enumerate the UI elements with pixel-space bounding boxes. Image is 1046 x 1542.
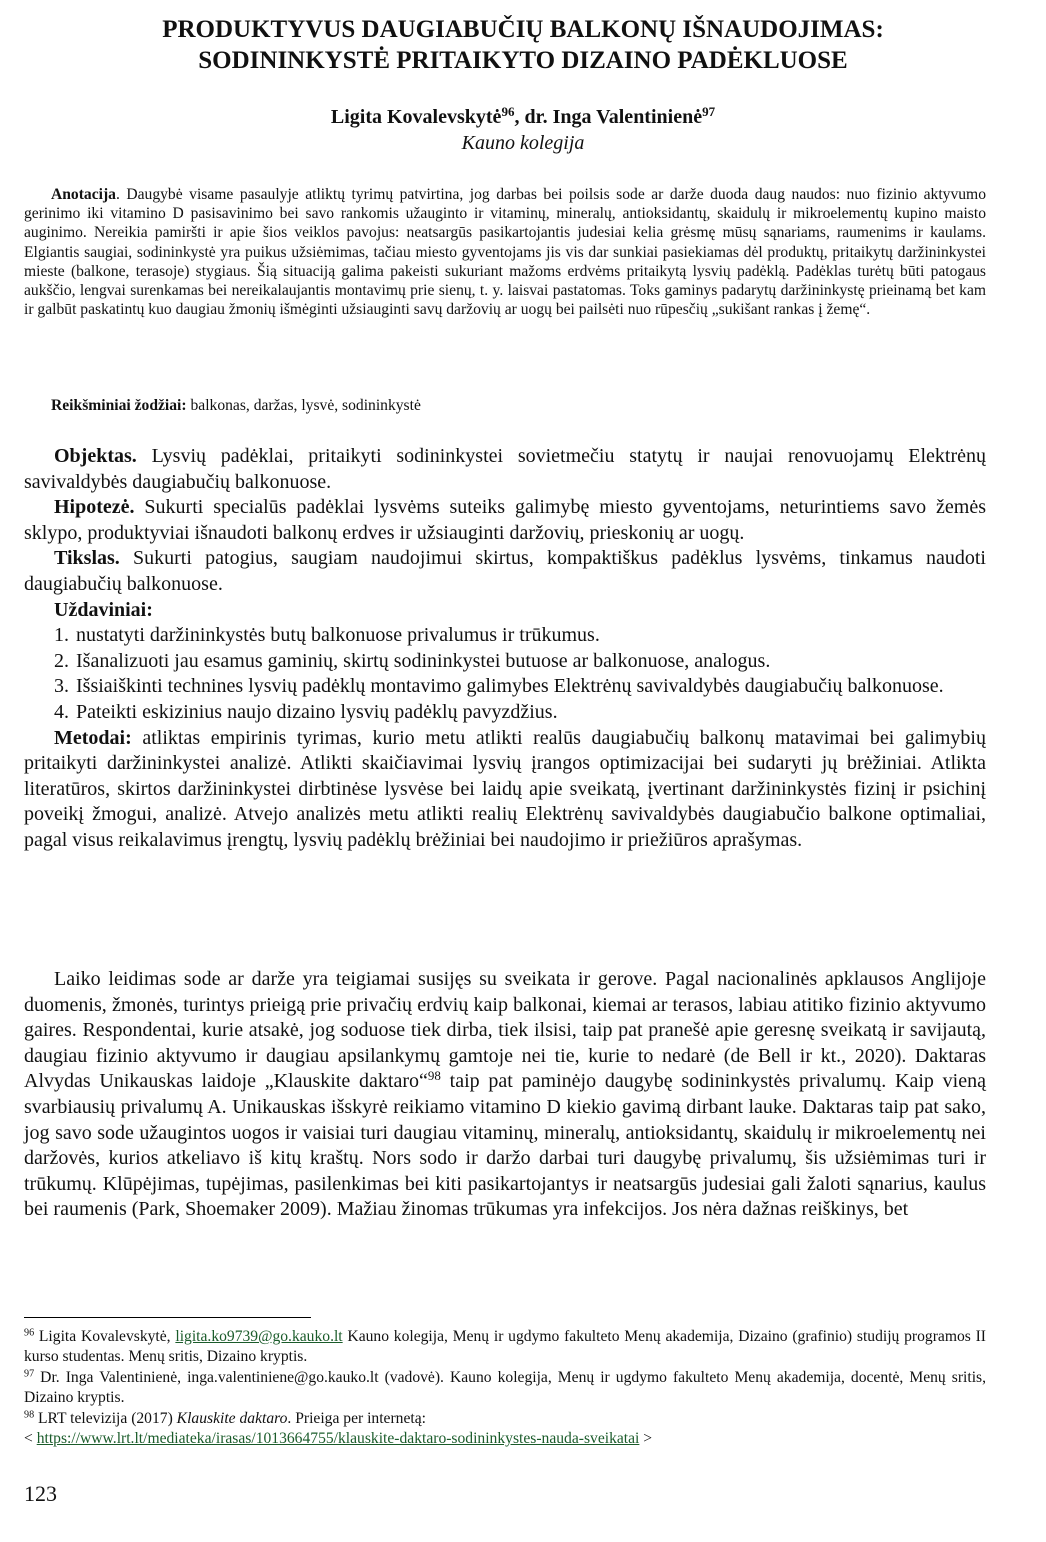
affiliation: Kauno kolegija [461, 132, 585, 154]
footnote-text: Dr. Inga Valentinienė, inga.valentiniene@go.kauko.lt (vadovė). Kauno kolegija, Menų ir ugdymo fakulteto Menų akademija, docentė, Menų sritis, Dizaino kryptis. [24, 1368, 986, 1407]
footnote-separator [24, 1317, 311, 1318]
object-paragraph [24, 444, 986, 495]
keywords-text: balkonas, daržas, lysvė, sodininkystė [186, 397, 421, 414]
footnote-number: 96 [24, 1327, 35, 1339]
methods-paragraph [24, 726, 986, 854]
object-text: Lysvių padėklai, pritaikyti sodininkystei sovietmečiu statytų ir naujai renovuojamų Elektrėnų savivaldybės daugiabučių balkonuose. [24, 445, 986, 493]
methods-text: atliktas empirinis tyrimas, kurio metu atlikti realūs daugiabučių balkonų matavimai bei galimybių pritaikyti daržininkystei analizė. Atlikti skaičiavimai lysvių įrangos optimizacijai bei sudaryti jų brėžiniai. Atlikta literatūros, skirtos daržininkystei dirbtinėse lysvėse bei laidų apie sveikatą, įvertinant daržininkystės fizinį ir psichinį poveikį žmogui, analizė. Atvejo analizės metu atlikti realių Elektrėnų savivaldybės daugiabučio balkone optimaliai, pagal visus reikalavimus įrengtų, lysvių padėklų brėžiniai bei naudojimo ir priežiūros aprašymas. [24, 726, 986, 851]
footnotes [24, 1327, 986, 1449]
title-line-2: SODININKYSTĖ PRITAIKYTO DIZAINO PADĖKLUOSE [198, 47, 848, 74]
footnote-number: 98 [24, 1409, 35, 1421]
task-text: Išsiaiškinti technines lysvių padėklų montavimo galimybes Elektrėnų savivaldybės daugiabučių balkonuose. [76, 675, 944, 698]
footnote-97 [24, 1368, 986, 1409]
task-number: 4. [54, 700, 69, 723]
footnote-96 [24, 1327, 986, 1368]
body-section [24, 967, 986, 1223]
author-2: dr. Inga Valentinienė [524, 106, 703, 128]
body-text-part-2: taip pat paminėjo daugybę sodininkystės privalumų. Kaip vieną svarbiausių privalumų A. Unikauskas išskyrė reikiamo vitamino D kiekio gavimą dirbant lauke. Daktaras taip pat sako, jog savo sode užaugintos uogos ir vaisiai turi daugiau vitaminų, mineralų, antioksidantų, skaidulų ir mikroelementų nei daržovės, kurios atkeliavo iš kitų kraštų. Nors sodo ir daržo darbai turi daugybę privalumų, šis užsiėmimas turi ir trūkumų. Klūpėjimas, tupėjimas, pasilenkimas bei kiti pasikartojantys ir neatsargūs judesiai gali žaloti sąnarius, kaulus bei raumenis (Park, Shoemaker 2009). Mažiau žinomas trūkumas yra infekcijos. Jos nėra dažnas reiškinys, bet [24, 1070, 986, 1221]
task-item [24, 674, 986, 700]
footnote-source-title: Klauskite daktaro [176, 1409, 288, 1427]
task-item [24, 649, 986, 675]
object-label: Objektas. [54, 445, 137, 467]
abstract-label: Anotacija [51, 186, 116, 203]
task-number: 3. [54, 675, 69, 698]
source-url-link[interactable]: https://www.lrt.lt/mediateka/irasas/1013664755/klauskite-daktaro-sodininkystes-nauda-sveikatai [36, 1430, 640, 1448]
keywords [51, 396, 986, 415]
body-text-part-1: Laiko leidimas sode ar darže yra teigiamai susijęs su sveikata ir gerove. Pagal nacionalinės apklausos Anglijoje duomenis, žmonės, turintys prieigą prie privačių erdvių kaip balkonai, kiemai ar terasos, labiau atitiko fizinio aktyvumo gaires. Respondentai, kurie atsakė, jog soduose tiek dirba, tiek ilsisi, taip pat pranešė apie geresnę sveikatą ir savijautą, daugiau fizinio aktyvumo ir daugiau apsilankymų gamtoje nei tie, kurie to nedarė (de Bell ir kt., 2020). Daktaras Alvydas Unikauskas laidoje „Klauskite daktaro“ [24, 968, 986, 1093]
footnote-98 [24, 1409, 986, 1450]
tasks-label: Uždaviniai: [54, 598, 153, 621]
aim-paragraph [24, 546, 986, 597]
hypothesis-label: Hipotezė. [54, 496, 135, 519]
footnote-text: Kauno kolegija, Menų ir ugdymo fakulteto Menų akademija, Dizaino (grafinio) studijų programos II kurso studentas. Menų sritis, Dizaino kryptis. [24, 1328, 987, 1366]
authors-line [0, 104, 1046, 130]
body-paragraph [24, 967, 986, 1223]
abstract-text: . Daugybė visame pasaulyje atliktų tyrimų patvirtina, jog darbas bei poilsis sode ar darže duoda daug naudos: nuo fizinio aktyvumo gerinimo iki vitamino D pasisavinimo bei savo rankomis užauginto ir vitaminų, mineralų, antioksidantų, skaidulų ir mikroelementų kupino maisto auginimo. Nereikia pamiršti ir apie šios veiklos pavojus: neatsargūs pasikartojantis judesiai kelia grėsmę mūsų sąnariams, raumenims ir kaulams. Elgiantis saugiai, sodininkystė yra puikus užsiėmimas, tačiau miesto gyventojams jis vis dar sunkiai pasiekiamas dėl produktų, pritaikytų daržininkystei mieste (balkone, terasoje) stygiaus. Šią situaciją galima pakeisti sukuriant mažoms erdvėms pritaikytą lysvių padėklą. Padėklas turėtų būti patogaus aukščio, lengvai surenkamas bei nereikalaujantis montavimų prie sienų, t. y. laisvai pastatomas. Toks gaminys padarytų daržininkystę prieinamą bet kam ir galbūt paskatintų kuo daugiau žmonių išmėginti užsiauginti savų daržovių ar uogų bei pailsėti nuo rūpesčių „sukišant rankas į žemę“. [24, 186, 986, 319]
task-text: Išanalizuoti jau esamus gaminių, skirtų sodininkystei butuose ar balkonuose, analogus. [76, 649, 771, 672]
title-line-1: PRODUKTYVUS DAUGIABUČIŲ BALKONŲ IŠNAUDOJIMAS: [162, 16, 884, 43]
methods-label: Metodai: [54, 726, 132, 749]
paper-title [0, 14, 1046, 76]
email-link[interactable]: ligita.ko9739@go.kauko.lt [175, 1328, 343, 1345]
keywords-label: Reikšminiai žodžiai: [51, 397, 187, 414]
aim-text: Sukurti patogius, saugiam naudojimui skirtus, kompaktiškus padėklus lysvėms, tinkamus naudoti daugiabučių balkonuose. [24, 547, 986, 595]
hypothesis-text: Sukurti specialūs padėklai lysvėms suteiks galimybę miesto gyventojams, neturintiems savo žemės sklypo, produktyviai išnaudoti balkonų erdves ir užsiauginti daržovių, prieskonių ar uogų. [24, 496, 986, 544]
footnote-text: Ligita Kovalevskytė, [34, 1328, 176, 1345]
page-number: 123 [24, 1481, 57, 1506]
link-bracket-open: < [24, 1430, 37, 1448]
task-item [24, 700, 986, 726]
aim-label: Tikslas. [54, 547, 120, 570]
intro-section [24, 444, 986, 854]
author-1: Ligita Kovalevskytė [330, 106, 502, 128]
author-2-footnote-ref[interactable]: 97 [702, 103, 716, 119]
abstract [24, 185, 986, 319]
footnote-text: . Prieiga per internetą: [287, 1409, 426, 1427]
task-number: 2. [54, 649, 69, 672]
task-number: 1. [54, 624, 69, 647]
task-item [24, 623, 986, 649]
hypothesis-paragraph [24, 495, 986, 546]
footnote-ref-98[interactable]: 98 [427, 1068, 441, 1084]
footnote-number: 97 [24, 1368, 35, 1380]
footnote-text: LRT televizija (2017) [34, 1409, 177, 1427]
task-text: nustatyti daržininkystės butų balkonuose privalumus ir trūkumus. [76, 624, 600, 647]
author-1-footnote-ref[interactable]: 96 [501, 103, 515, 119]
author-separator: , [514, 106, 525, 128]
link-bracket-close: > [639, 1430, 653, 1448]
task-text: Pateikti eskizinius naujo dizaino lysvių padėklų pavyzdžius. [76, 700, 558, 723]
